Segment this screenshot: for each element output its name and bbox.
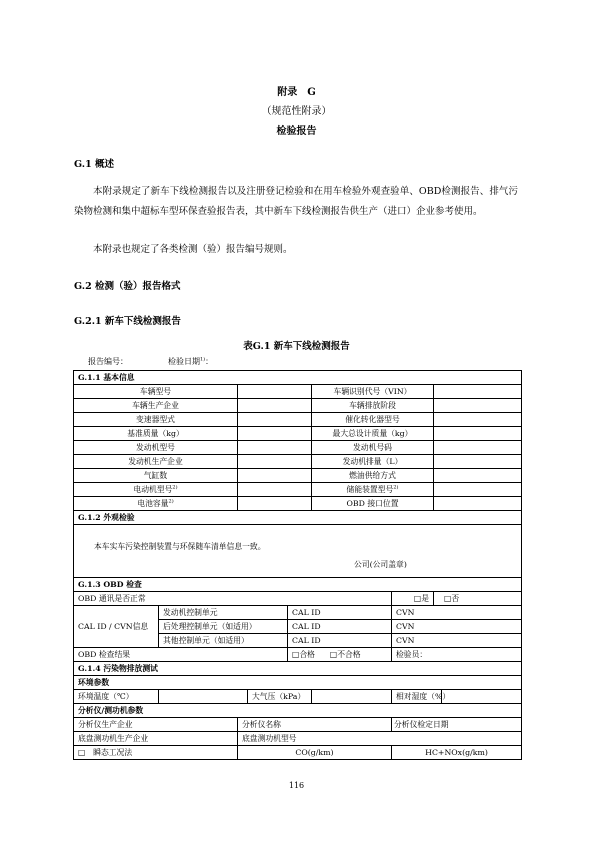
cvn-engine: CVN [392,606,522,620]
inspection-date-text: 检验日期 [168,357,200,366]
table-row [74,525,522,578]
env-humidity-value [442,690,522,704]
basic-value-left [238,469,312,483]
report-number-label: 报告编号： [88,357,128,366]
table-row [74,746,522,760]
basic-label-left [74,483,238,497]
basic-value-left [238,413,312,427]
basic-label-right-text: 燃油供给方式 [349,471,396,480]
basic-label-left [74,497,238,511]
basic-label-right [312,483,434,497]
section-emission-test: G.1.4 污染物排放测试 [74,662,522,676]
section-basic-info: G.1.1 基本信息 [74,371,522,385]
analyzer-params-title: 分析仪/测功机参数 [74,704,522,718]
unit-aftertreatment: 后处理控制单元（如适用） [159,620,288,634]
basic-label-left-text: 基准质量（kg） [127,429,184,438]
basic-label-right-text: 发动机排量（L） [342,457,403,466]
basic-value-left [238,497,312,511]
table-row [74,413,522,427]
basic-label-left-note: 2) [172,484,178,491]
basic-label-right [312,399,434,413]
basic-label-left-text: 车辆型号 [139,387,172,396]
section-appearance: G.1.2 外观检验 [74,511,522,525]
basic-value-left [238,399,312,413]
table-row [74,606,522,620]
basic-label-right [312,497,434,511]
basic-label-left-text: 发动机生产企业 [128,457,183,466]
hcnox-header: HC+NOx(g/km) [392,746,522,760]
page-number: 116 [288,781,305,790]
table-row [74,399,522,413]
inspection-date-colon: ： [205,357,214,366]
unit-other: 其他控制单元（如适用） [159,634,288,648]
appendix-subtitle: （规范性附录） [261,106,332,117]
basic-label-left-text: 电池容量 [137,499,169,508]
table-row [74,648,522,662]
basic-label-right [312,413,434,427]
basic-label-right-note: 2) [393,484,399,491]
table-row [74,427,522,441]
cvn-other: CVN [392,634,522,648]
basic-value-right [434,441,522,455]
cvn-aftertreatment: CVN [392,620,522,634]
table-row [74,732,522,746]
obd-comm-no-checkbox[interactable]: □否 [434,592,522,606]
appendix-title: 附录 G [277,87,316,98]
table-row [74,718,522,732]
obd-fail-checkbox[interactable]: □不合格 [329,650,361,659]
basic-label-left [74,413,238,427]
section-g2-heading: G.2 检测（验）报告格式 [74,281,181,292]
basic-label-left [74,441,238,455]
g1-paragraph-2: 本附录也规定了各类检测（验）报告编号规则。 [93,244,293,255]
basic-label-right [312,455,434,469]
basic-value-right [434,427,522,441]
co-header: CO(g/km) [238,746,392,760]
basic-info-rows [74,385,522,511]
table-title: 表G.1 新车下线检测报告 [243,341,350,352]
section-obd: G.1.3 OBD 检查 [74,578,522,592]
appearance-cell [74,525,522,578]
env-pressure-label: 大气压（kPa） [248,690,312,704]
table-row [74,441,522,455]
basic-value-right [434,469,522,483]
env-temp-value [159,690,248,704]
basic-label-left-text: 发动机型号 [136,443,175,452]
inspection-date-note: 1) [200,356,206,363]
basic-label-right-text: OBD 接口位置 [346,499,399,508]
basic-value-left [238,483,312,497]
basic-label-left-note: 2) [168,498,174,505]
table-row [74,455,522,469]
obd-pass-checkbox[interactable]: □合格 [292,650,315,659]
table-row [74,704,522,718]
basic-value-left [238,455,312,469]
basic-value-left [238,385,312,399]
inspection-date-label [168,356,213,367]
g1-paragraph-1: 本附录规定了新车下线检测报告以及注册登记检验和在用车检验外观查验单、OBD检测报告、排气污染物检测和集中超标车型环保查验报告表，其中新车下线检测报告供生产（进口）企业参考使用。 [74,186,518,217]
new-vehicle-report-table [73,370,522,760]
basic-label-right [312,469,434,483]
table-row [74,592,522,606]
basic-label-left-text: 车辆生产企业 [132,401,179,410]
section-g1-heading: G.1 概述 [74,159,114,170]
cal-cvn-label: CAL ID / CVN信息 [74,606,159,648]
basic-label-right-text: 车辆识别代号（VIN） [333,387,412,396]
table-row [74,690,522,704]
analyzer-maker-label: 分析仪生产企业 [74,718,238,732]
unit-engine: 发动机控制单元 [159,606,288,620]
basic-label-left-text: 气缸数 [143,471,168,480]
basic-label-left [74,399,238,413]
cal-id-aftertreatment: CAL ID [288,620,392,634]
table-row [74,385,522,399]
basic-value-right [434,497,522,511]
table-row [74,469,522,483]
basic-label-left [74,469,238,483]
appendix-name: 检验报告 [276,126,317,137]
table-row [74,578,522,592]
basic-value-left [238,441,312,455]
basic-label-left [74,455,238,469]
section-g21-heading: G.2.1 新车下线检测报告 [74,316,181,327]
obd-result-label: OBD 检查结果 [74,648,288,662]
obd-inspector-label: 检验员： [392,648,522,662]
table-row [74,676,522,690]
env-pressure-value [312,690,392,704]
transient-method-checkbox[interactable]: □ 瞬态工况法 [74,746,238,760]
basic-label-left-text: 电动机型号 [133,485,173,494]
basic-label-right-text: 最大总设计质量（kg） [332,429,413,438]
obd-communication-label: OBD 通讯是否正常 [74,592,392,606]
dyno-model-label: 底盘测功机型号 [238,732,522,746]
basic-value-right [434,385,522,399]
appearance-statement: 本车实车污染控制装置与环保随车清单信息一致。 [94,542,266,551]
table-row [74,497,522,511]
basic-value-right [434,413,522,427]
obd-result-cell [288,648,392,662]
env-temp-label: 环境温度（℃） [74,690,159,704]
basic-label-right [312,441,434,455]
basic-label-right [312,427,434,441]
company-seal-label: 公司(公司盖章) [354,560,407,569]
analyzer-name-label: 分析仪名称 [238,718,392,732]
basic-label-right [312,385,434,399]
obd-comm-yes-checkbox[interactable]: □是 [392,592,434,606]
env-humidity-label: 相对湿度（%） [392,690,442,704]
table-row [74,662,522,676]
basic-label-left [74,427,238,441]
table-row [74,371,522,385]
basic-label-right-text: 催化转化器型号 [345,415,400,424]
basic-label-right-text: 储能装置型号 [346,485,394,494]
basic-value-right [434,483,522,497]
analyzer-date-label: 分析仪检定日期 [392,718,522,732]
table-row [74,483,522,497]
basic-label-left-text: 变速器型式 [136,415,175,424]
cal-id-other: CAL ID [288,634,392,648]
cal-id-engine: CAL ID [288,606,392,620]
dyno-maker-label: 底盘测功机生产企业 [74,732,238,746]
basic-value-right [434,399,522,413]
table-row [74,511,522,525]
basic-value-left [238,427,312,441]
basic-label-left [74,385,238,399]
basic-value-right [434,455,522,469]
basic-label-right-text: 车辆排放阶段 [349,401,396,410]
basic-label-right-text: 发动机号码 [353,443,392,452]
env-params-title: 环境参数 [74,676,522,690]
